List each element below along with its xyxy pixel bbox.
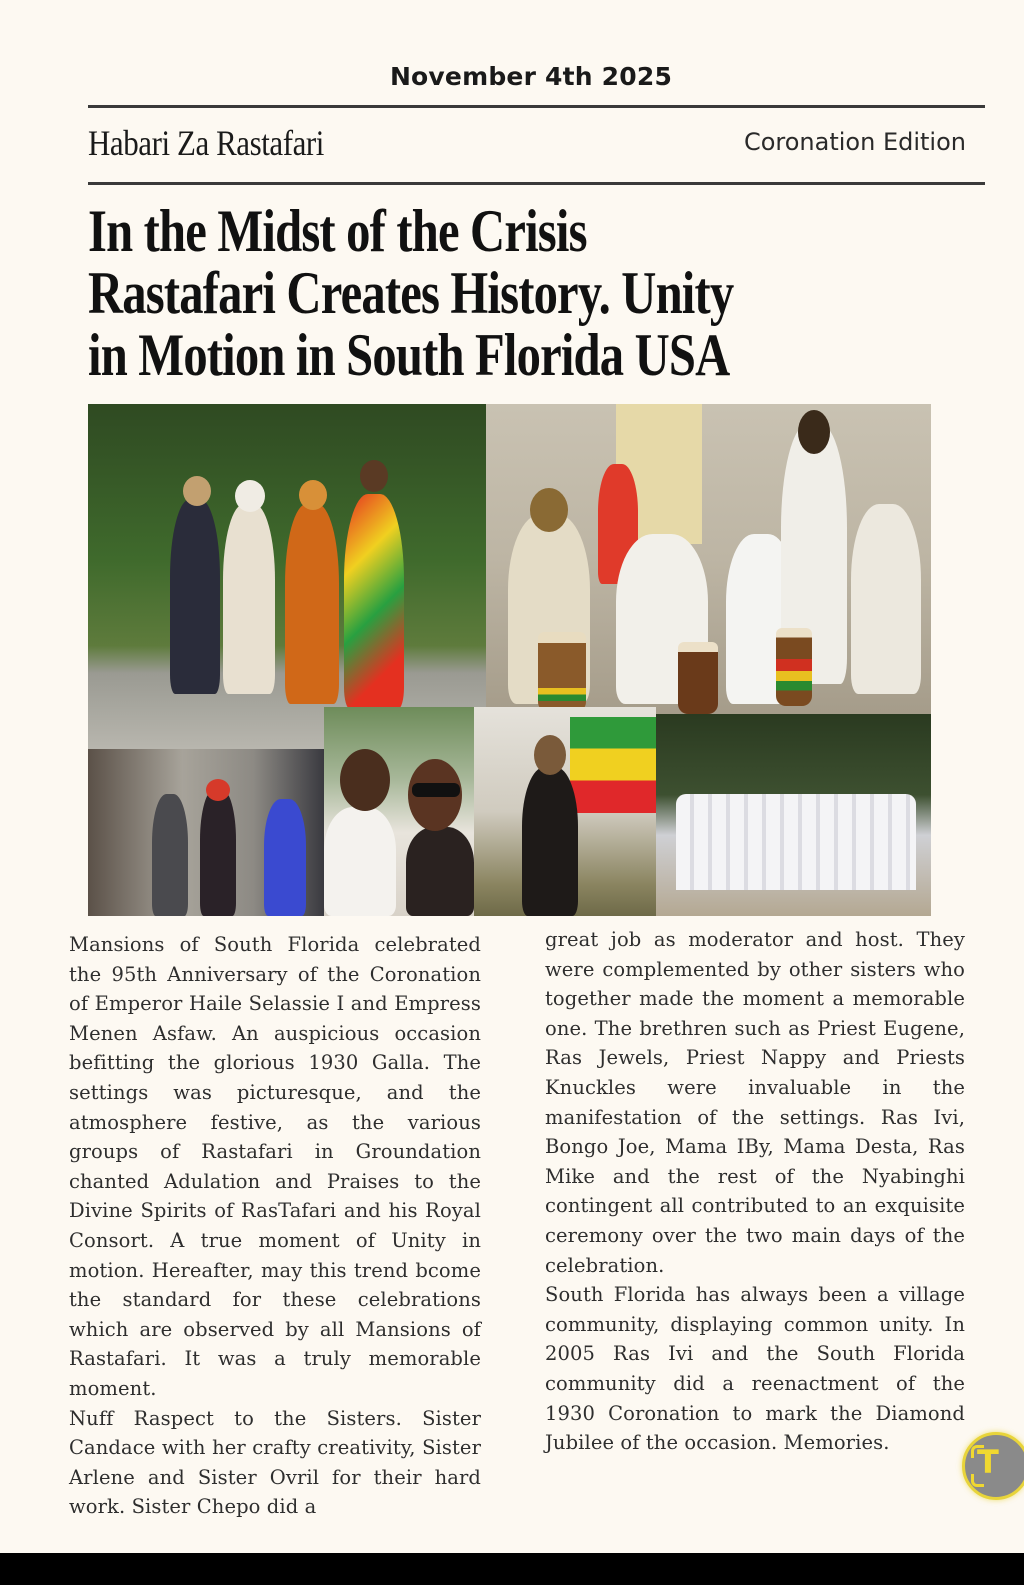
figure bbox=[170, 499, 220, 694]
group-figures bbox=[676, 794, 916, 890]
figure bbox=[324, 807, 396, 916]
figure bbox=[851, 504, 921, 694]
figure-head bbox=[360, 460, 388, 492]
photo-sisters-selfie bbox=[324, 707, 474, 916]
figure-head bbox=[798, 410, 830, 454]
figure-head bbox=[206, 779, 230, 801]
flag bbox=[570, 717, 656, 813]
figure bbox=[200, 789, 236, 916]
article-column-right bbox=[545, 925, 965, 1458]
article-column-left bbox=[69, 930, 481, 1522]
sunglasses bbox=[412, 783, 460, 797]
photo-group-in-white bbox=[656, 714, 931, 916]
bottom-bar bbox=[0, 1553, 1024, 1585]
headline-line: in Motion in South Florida USA bbox=[88, 322, 730, 388]
figure bbox=[223, 504, 275, 694]
figure-head bbox=[183, 476, 211, 506]
paragraph: Nuff Raspect to the Sisters. Sister Candace with her crafty creativity, Sister Arlene and Sister Ovril for their hard work. Sister Chepo did a bbox=[69, 1406, 481, 1519]
figure bbox=[285, 504, 339, 704]
drum bbox=[776, 628, 812, 706]
figure bbox=[406, 827, 474, 916]
issue-date: November 4th 2025 bbox=[389, 62, 673, 91]
figure-head bbox=[299, 480, 327, 510]
headline-line: In the Midst of the Crisis bbox=[88, 198, 587, 264]
headline-line: Rastafari Creates History. Unity bbox=[88, 260, 734, 326]
paragraph: South Florida has always been a village community, displaying common unity. In 2005 Ras Ivi and the South Florida community did a reenactment of the 1930 Coronation to mark the Diamond Jubilee of the occasion. Memories. bbox=[545, 1283, 965, 1455]
photo-collage bbox=[88, 404, 931, 916]
text-scan-floating-button[interactable] bbox=[962, 1432, 1024, 1500]
top-divider bbox=[88, 105, 985, 108]
photo-evening-gathering bbox=[88, 749, 324, 916]
text-recognition-icon: T bbox=[977, 1443, 999, 1481]
paragraph: Mansions of South Florida celebrated the 95th Anniversary of the Coronation of Emperor Haile Selassie I and Empress Menen Asfaw. An auspicious occasion befitting the glorious 1930 Galla. The settings was picturesque, and the atmosphere festive, as the various groups of Rastafari in Groundation chanted Adulation and Praises to the Divine Spirits of RasTafari and his Royal Consort. A true moment of Unity in motion. Hereafter, may this trend bcome the standard for these celebrations which are observed by all Mansions of Rastafari. It was a truly memorable moment. bbox=[69, 933, 481, 1400]
edition-label: Coronation Edition bbox=[743, 128, 966, 156]
figure-head bbox=[235, 480, 265, 512]
figure-head bbox=[534, 735, 566, 775]
paragraph: great job as moderator and host. They were complemented by other sisters who together made the moment a memorable one. The brethren such as Priest Eugene, Ras Jewels, Priest Nappy and Priests Knuckles were invaluable in the manifestation of the settings. Ras Ivi, Bongo Joe, Mama IBy, Mama Desta, Ras Mike and the rest of the Nyabinghi contingent all contributed to an exquisite ceremony over the two main days of the celebration. bbox=[545, 928, 965, 1277]
figure-head bbox=[530, 488, 568, 532]
figure-head bbox=[340, 749, 390, 811]
article-headline bbox=[88, 200, 947, 386]
photo-drummers-stone-wall bbox=[486, 404, 931, 714]
photo-elders-in-greenery bbox=[88, 404, 486, 749]
header-divider bbox=[88, 182, 985, 185]
drum bbox=[538, 632, 586, 712]
figure bbox=[152, 794, 188, 916]
photo-elder-with-flag bbox=[474, 707, 656, 916]
drum bbox=[678, 642, 718, 714]
figure bbox=[264, 799, 306, 916]
figure bbox=[522, 767, 578, 916]
figure bbox=[344, 494, 404, 709]
masthead-title: Habari Za Rastafari bbox=[88, 123, 324, 163]
